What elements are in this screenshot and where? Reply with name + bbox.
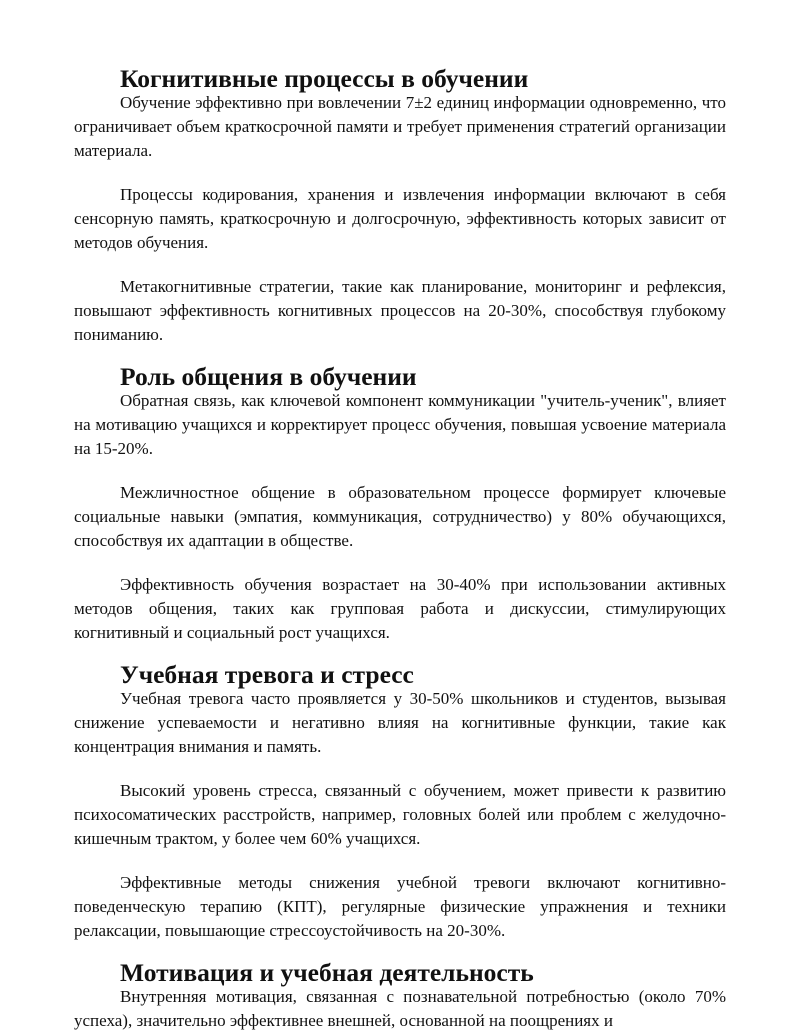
paragraph: Межличностное общение в образовательном процессе формирует ключевые социальные навыки (эмпатия, коммуникация, сотрудничество) у 80% обучающихся, способствуя их адаптации в обществе. xyxy=(74,483,726,550)
paragraph-spacer xyxy=(74,759,726,779)
paragraph: Внутренняя мотивация, связанная с познавательной потребностью (около 70% успеха), значительно эффективнее внешней, основанной на поощрениях и xyxy=(74,987,726,1030)
document-body xyxy=(74,64,726,1033)
section-heading-anxiety: Учебная тревога и стресс xyxy=(120,660,414,689)
section-heading-communication: Роль общения в обучении xyxy=(120,362,417,391)
section-heading-motivation: Мотивация и учебная деятельность xyxy=(120,958,534,987)
paragraph: Метакогнитивные стратегии, такие как планирование, мониторинг и рефлексия, повышают эффективность когнитивных процессов на 20-30%, способствуя глубокому пониманию. xyxy=(74,277,726,344)
paragraph-spacer xyxy=(74,851,726,871)
section-heading-cognitive: Когнитивные процессы в обучении xyxy=(120,64,529,93)
paragraph: Процессы кодирования, хранения и извлечения информации включают в себя сенсорную память, краткосрочную и долгосрочную, эффективность которых зависит от методов обучения. xyxy=(74,185,726,252)
paragraph: Эффективность обучения возрастает на 30-40% при использовании активных методов общения, таких как групповая работа и дискуссии, стимулирующих когнитивный и социальный рост учащихся. xyxy=(74,575,726,642)
paragraph-spacer xyxy=(74,553,726,573)
paragraph: Учебная тревога часто проявляется у 30-50% школьников и студентов, вызывая снижение успеваемости и негативно влияя на когнитивные функции, такие как концентрация внимания и память. xyxy=(74,689,726,756)
paragraph-spacer xyxy=(74,163,726,183)
paragraph: Обратная связь, как ключевой компонент коммуникации "учитель-ученик", влияет на мотивацию учащихся и корректирует процесс обучения, повышая усвоение материала на 15-20%. xyxy=(74,391,726,458)
paragraph-spacer xyxy=(74,255,726,275)
paragraph: Обучение эффективно при вовлечении 7±2 единиц информации одновременно, что ограничивает объем краткосрочной памяти и требует применения стратегий организации материала. xyxy=(74,93,726,160)
paragraph: Эффективные методы снижения учебной тревоги включают когнитивно-поведенческую терапию (КПТ), регулярные физические упражнения и техники релаксации, повышающие стрессоустойчивость на 20-30%. xyxy=(74,873,726,940)
paragraph: Высокий уровень стресса, связанный с обучением, может привести к развитию психосоматических расстройств, например, головных болей или проблем с желудочно-кишечным трактом, у более чем 60% учащихся. xyxy=(74,781,726,848)
paragraph-spacer xyxy=(74,461,726,481)
